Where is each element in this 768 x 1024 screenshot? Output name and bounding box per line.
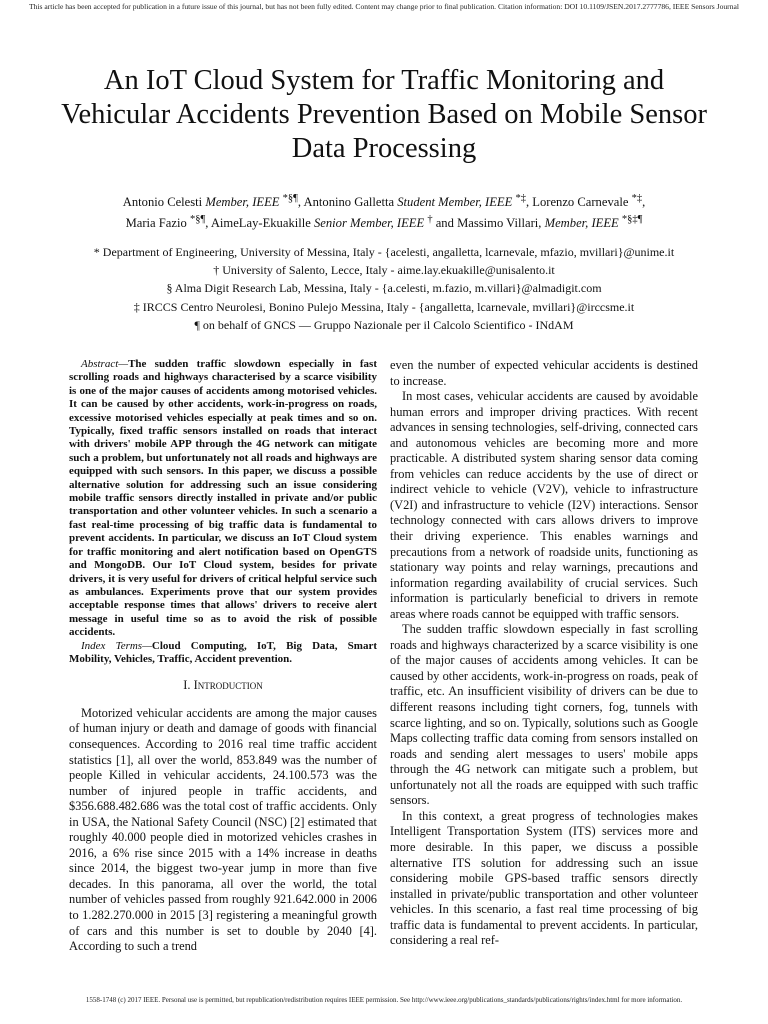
right-column — [390, 358, 698, 949]
author-list: Antonio Celesti Member, IEEE *§¶, Antonino Galletta Student Member, IEEE *‡, Lorenzo Carnevale *‡, Maria Fazio *§¶, AimeLay-Ekuakille Senior Member, IEEE † and Massimo Villari, Member, IEEE *§‡¶ — [122, 193, 646, 231]
body-paragraph: Motorized vehicular accidents are among the major causes of human injury or death and damage of goods with financial consequences. According to 2016 real time traffic accident statistics [1], all over the world, 853.849 was the number of people Killed in vehicular accidents, 24.100.573 was the number of injured people in traffic accidents, and $356.688.482.686 was the total cost of traffic accidents. Only in USA, the National Safety Council (NSC) [2] estimated that roughly 40.000 people died in motorized vehicles crashes in 2016, a 6% rise since 2015 with a 14% increase in deaths since 2014, the biggest two-year jump in more than five decades. In this panorama, all over the world, the total number of vehicles passed from roughly 921.642.000 in 2006 to 1.282.270.000 in 2015 [3] registering a meaningful growth of cars and this number is set to double by 2040 [4]. According to such a trend — [69, 705, 377, 954]
abstract-lead: Abstract— — [81, 358, 129, 370]
author-marks: *§‡¶ — [621, 214, 643, 226]
author-marks: *§¶ — [282, 193, 298, 204]
author-name: Antonino Galletta — [303, 195, 395, 210]
author-name: Maria Fazio — [125, 216, 187, 231]
index-terms-lead: Index Terms— — [81, 639, 152, 652]
body-paragraph: even the number of expected vehicular accidents is destined to increase. — [390, 358, 698, 388]
author-membership: Member, IEEE — [205, 195, 280, 210]
author-membership: Member, IEEE — [544, 216, 619, 231]
body-paragraph: The sudden traffic slowdown especially in fast scrolling roads and highways characterized by a scarce visibility is one of the major causes of accidents among vehicles. It can be caused by other accidents, work-in-progress on roads, peak of traffic, etc. An insufficient visibility of drivers can be due to different reasons including tight corners, fog, tunnels with scarce lighting, and so on. Typically, solutions such as Google Maps collecting traffic data coming from sensors installed on roads and sending alert messages to users' mobile apps through the 4G network can mitigate such a problem, but unfortunately not all the roads are equipped with such traffic sensors. — [390, 622, 698, 808]
author-membership: Student Member, IEEE — [397, 195, 513, 210]
affiliation-line: † University of Salento, Lecce, Italy - aime.lay.ekuakille@unisalento.it — [213, 263, 555, 278]
index-terms-text: Cloud Computing, IoT, Big Data, Smart Mobility, Vehicles, Traffic, Accident prevention. — [69, 639, 377, 665]
abstract-text: The sudden traffic slowdown especially in fast scrolling roads and highways characterised by a scarce visibility is one of the major causes of accidents among motorised vehicles. It can be caused by other accidents, work-in-progress on roads, excessive motorised vehicles especially at peak times and so on. Typically, fixed traffic sensors installed on roads that interact with drivers' mobile APP through the 4G network can mitigate such a problem, but unfortunately not all roads and highways are equipped with such sensors. In this paper, we discuss a possible alternative solution for addressing such an issue considering mobile traffic sensors directly installed in private and/or public transportation and other volunteer vehicles. In such a scenario a fast real-time processing of big traffic data is fundamental to prevent accidents. In particular, we discuss an IoT Cloud system for traffic monitoring and alert notification based on OpenGTS and MongoDB. Our IoT Cloud system, besides for private drivers, it is very useful for drivers of critical helpful service such as ambulances. Experiments prove that our system provides acceptable response times that allows' drivers to receive alert message in useful time so as to avoid the risk of possible accidents. — [69, 358, 377, 639]
affiliation-line: ‡ IRCCS Centro Neurolesi, Bonino Pulejo Messina, Italy - {angalletta, lcarnevale, mvillari}@irccsme.it — [133, 299, 635, 314]
body-paragraph: In this context, a great progress of technologies makes Intelligent Transportation System (ITS) services more and more desirable. In this paper, we discuss a possible alternative ITS solution for addressing such an issue considering mobile GPS-based traffic sensors directly installed in private/public transportation and other volunteer vehicles. In this scenario, a fast real time processing of big traffic data is fundamental to prevent accidents. In particular, considering a real ref- — [390, 808, 698, 948]
affiliation-line: ¶ on behalf of GNCS — Gruppo Nazionale per il Calcolo Scientifico - INdAM — [194, 317, 574, 332]
author-marks: *‡ — [515, 193, 526, 204]
copyright-footer: 1558-1748 (c) 2017 IEEE. Personal use is permitted, but republication/redistribution requires IEEE permission. See http://www.ieee.org/publications_standards/publications/rights/index.html for more information. — [85, 996, 683, 1004]
section-heading: I. Introduction — [183, 678, 263, 693]
paper-title: An IoT Cloud System for Traffic Monitoring and Vehicular Accidents Prevention Based on Mobile Sensor Data Processing — [61, 65, 707, 164]
affiliation-line: * Department of Engineering, University of Messina, Italy - {acelesti, angalletta, lcarnevale, mfazio, mvillari}@unime.it — [93, 245, 675, 259]
affiliation-line: § Alma Digit Research Lab, Messina, Italy - {a.celesti, m.fazio, m.villari}@almadigit.com — [166, 281, 602, 296]
author-name: AimeLay-Ekuakille — [210, 216, 311, 231]
journal-header-note: This article has been accepted for publication in a future issue of this journal, but has not been fully edited. Content may change prior to final publication. Citation information: DOI 10.1109/JSEN.2017.2777786, IEEE Sensors Journal — [28, 2, 739, 11]
author-marks: *‡ — [631, 193, 643, 204]
author-marks: † — [427, 214, 433, 226]
left-column — [69, 358, 377, 955]
author-membership: Senior Member, IEEE — [313, 216, 425, 231]
body-paragraph: In most cases, vehicular accidents are caused by avoidable human errors and improper driving practices. With recent advances in sensing technologies, self-driving, connected cars and autonomous vehicles are becoming more and more practicable. A distributed system sharing sensor data coming from vehicles can reduce accidents by the use of direct or indirect vehicle to vehicle (V2V), vehicle to infrastructure (V2I) and infrastructure to vehicle (I2V) interactions. Sensor technology connected with cars allows drivers to improve their driving experience. This enables warnings and precautions from a network of roadside units, functioning as stationary way points and relay warnings, precautions and information regarding availability of crucial services. Such information is particularly beneficial to drivers in remote areas where roads cannot be equipped with traffic sensors. — [390, 389, 698, 621]
index-terms — [69, 640, 377, 667]
author-name: Massimo Villari — [457, 216, 539, 231]
author-name: Antonio Celesti — [122, 195, 203, 210]
author-conjunction: and — [435, 216, 454, 231]
affiliation-list — [40, 243, 728, 334]
author-name: Lorenzo Carnevale — [532, 195, 629, 210]
abstract — [69, 358, 377, 640]
author-marks: *§¶ — [189, 214, 206, 226]
